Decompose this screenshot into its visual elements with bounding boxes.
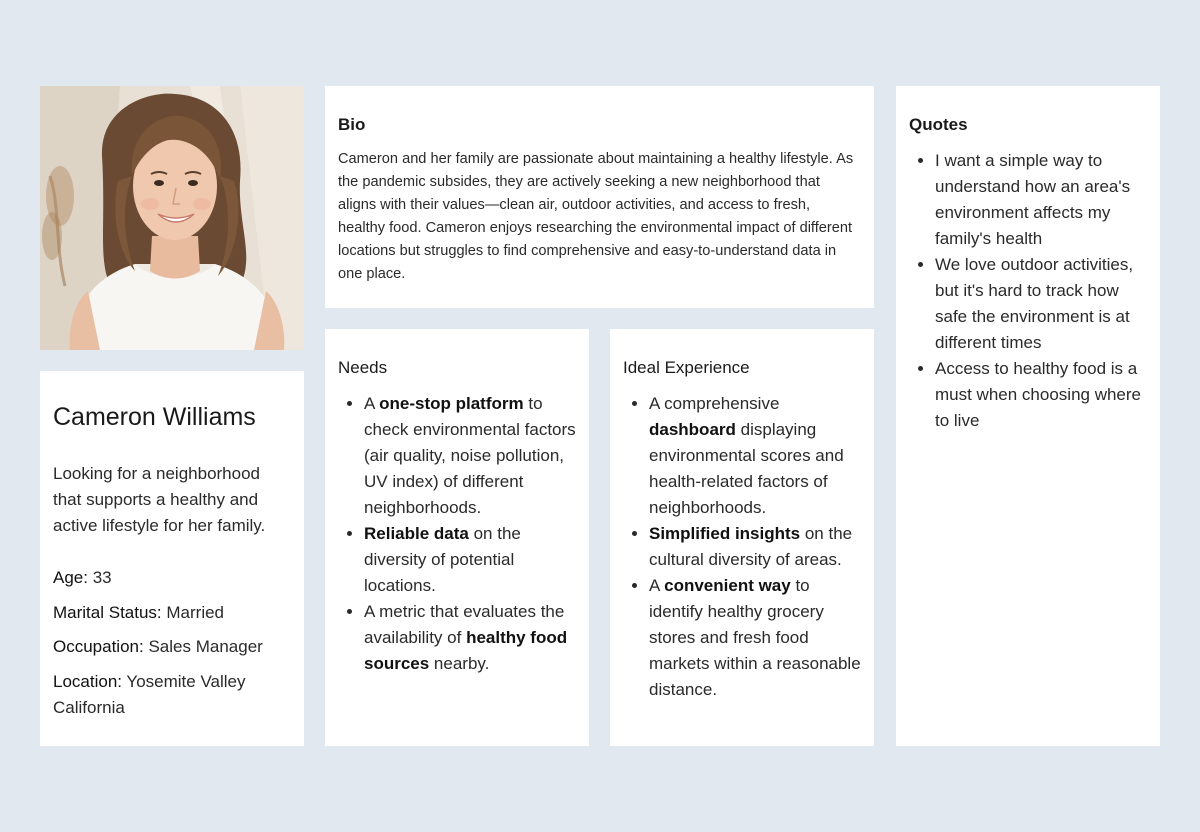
persona-tagline: Looking for a neighborhood that supports a healthy and active lifestyle for her family. — [53, 464, 266, 535]
needs-title: Needs — [338, 358, 388, 377]
list-item: • A metric that evaluates the availability of healthy food sources nearby. — [364, 599, 576, 677]
bio-text: Cameron and her family are passionate about maintaining a healthy lifestyle. As the pandemic subsides, they are actively seeking a new neighborhood that aligns with their values—clean air, outdoor activities, and access to fresh, healthy food. Cameron enjoys researching the environmental impact of different locations but struggles to find comprehensive and easy-to-understand data in one place. — [338, 151, 854, 282]
list-item: • A convenient way to identify healthy grocery stores and fresh food markets within a reasonable distance. — [649, 573, 861, 703]
ideal-experience-title: Ideal Experience — [623, 358, 750, 377]
fact-label: Location: — [53, 671, 122, 691]
fact-value: Yosemite Valley California — [53, 671, 246, 717]
quotes-card — [896, 86, 1160, 746]
fact-occupation — [53, 634, 291, 660]
list-item: • Access to healthy food is a must when choosing where to live — [935, 356, 1147, 434]
ideal-experience-list — [623, 391, 861, 703]
persona-facts — [53, 565, 291, 721]
profile-photo — [40, 86, 304, 350]
quotes-title: Quotes — [909, 115, 968, 134]
fact-value: Sales Manager — [148, 637, 263, 656]
fact-label: Marital Status: — [53, 602, 162, 622]
needs-list — [338, 391, 576, 677]
fact-label: Occupation: — [53, 637, 144, 656]
bio-card — [325, 86, 874, 308]
list-item: • I want a simple way to understand how an area's environment affects my family's health — [935, 148, 1147, 252]
fact-marital-status — [53, 600, 291, 626]
portrait-illustration — [40, 86, 304, 350]
bio-title: Bio — [338, 115, 366, 134]
list-item: • Simplified insights on the cultural diversity of areas. — [649, 521, 861, 573]
fact-label: Age: — [53, 568, 88, 587]
fact-age — [53, 565, 291, 591]
needs-card — [325, 329, 589, 746]
quotes-list — [909, 148, 1147, 434]
fact-location — [53, 669, 291, 721]
persona-name: Cameron Williams — [53, 403, 256, 431]
ideal-experience-card — [610, 329, 874, 746]
list-item: • We love outdoor activities, but it's hard to track how safe the environment is at different times — [935, 252, 1147, 356]
list-item: • A one-stop platform to check environmental factors (air quality, noise pollution, UV index) of different neighborhoods. — [364, 391, 576, 521]
fact-value: Married — [166, 602, 225, 622]
list-item: • A comprehensive dashboard displaying environmental scores and health-related factors of neighborhoods. — [649, 391, 861, 521]
list-item: • Reliable data on the diversity of potential locations. — [364, 521, 576, 599]
profile-card — [40, 371, 304, 746]
fact-value: 33 — [92, 568, 112, 587]
